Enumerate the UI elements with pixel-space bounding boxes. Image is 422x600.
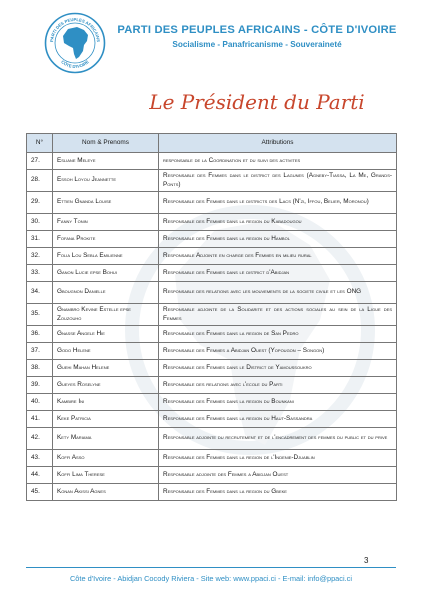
table-row [27,360,397,377]
member-attribution: Responsable des Femmes dans la region de l'Indenie-Djuablin [159,450,397,467]
org-motto: Socialisme - Panafricanisme - Souveraineté [172,40,342,49]
member-attribution: Responsable des Femmes dans la region du Hambol [159,231,397,248]
member-attribution: Responsable des relations avec l'ecole du Parti [159,377,397,394]
table-row [27,394,397,411]
column-header-attributions: Attributions [159,134,397,153]
footer-contact: Côte d'Ivoire - Abidjan Cocody Riviera - Site web: www.ppaci.ci - E-mail: info@ppaci.ci [69,574,353,583]
member-attribution: Responsable des Femmes dans le district d'Abidjan [159,265,397,282]
member-name: Koffi Asso [53,450,159,467]
member-name: Essoh Loyou Jeannette [53,170,159,192]
table-row [27,450,397,467]
table-row [27,343,397,360]
member-name: Kambire Ini [53,394,159,411]
signature-line: Le Président du Parti [149,90,365,114]
row-number: 27. [27,153,53,170]
table-row [27,326,397,343]
row-number: 44. [27,467,53,484]
row-number: 35. [27,304,53,326]
member-attribution: Responsable des Femmes dans la region du Kabadougou [159,214,397,231]
table-row [27,248,397,265]
row-number: 28. [27,170,53,192]
row-number: 31. [27,231,53,248]
table-row [27,484,397,501]
member-attribution: Responsable des Femmes a Abidjan Ouest (Yopougon – Songon) [159,343,397,360]
row-number: 45. [27,484,53,501]
member-attribution: Responsable des Femmes dans le district des Lagunes (Agneby-Tiassa, La Me, Grands-Ponts) [159,170,397,192]
svg-text:PARTI DES PEUPLES AFRICAINS: PARTI DES PEUPLES AFRICAINS [49,16,102,43]
page-number: 3 [364,556,369,565]
member-name: Konan Akissi Agnes [53,484,159,501]
member-attribution: Responsable adjointe de la Solidarite et des actions sociales au sein de la Ligue des Femmes [159,304,397,326]
table-row [27,304,397,326]
row-number: 43. [27,450,53,467]
africa-map-icon [63,27,88,59]
member-attribution: Responsable des Femmes dans la region de San Pedro [159,326,397,343]
member-name: Fofana Prokite [53,231,159,248]
member-name: Gnambro Kevine Estelle epse Zouzouho [53,304,159,326]
row-number: 38. [27,360,53,377]
member-attribution: Responsable des Femmes dans le District de Yamoussoukro [159,360,397,377]
member-name: Ganon Lucie epse Bohui [53,265,159,282]
row-number: 41. [27,411,53,428]
table-row [27,428,397,450]
member-name: Godo Helene [53,343,159,360]
member-name: Guehi Mahan Helene [53,360,159,377]
member-attribution: Responsable des Femmes dans la region du Haut-Sassandra [159,411,397,428]
row-number: 37. [27,343,53,360]
table-row [27,467,397,484]
row-number: 32. [27,248,53,265]
column-header-name: Nom & Prenoms [53,134,159,153]
member-name: Gnasse Angele Hie [53,326,159,343]
member-name: Fanny Tonin [53,214,159,231]
member-name: Keke Patricia [53,411,159,428]
party-logo [44,12,106,74]
member-name: Folia Lou Sebla Emilienne [53,248,159,265]
member-name: Kety Mariama [53,428,159,450]
row-number: 39. [27,377,53,394]
member-name: Gbougnon Danielle [53,282,159,304]
row-number: 30. [27,214,53,231]
footer-divider [26,567,396,568]
member-attribution: Responsable Adjointe en charge des Femmes en milieu rural [159,248,397,265]
column-header-number: N° [27,134,53,153]
table-row [27,282,397,304]
member-attribution: Responsable adjointe des Femmes a Abidjan Ouest [159,467,397,484]
row-number: 34. [27,282,53,304]
member-name: Gueyes Roselyne [53,377,159,394]
table-row [27,153,397,170]
row-number: 42. [27,428,53,450]
table-row [27,192,397,214]
row-number: 36. [27,326,53,343]
member-attribution: Responsable des Femmes dans la region du Bounkani [159,394,397,411]
table-row [27,214,397,231]
table-row [27,170,397,192]
table-row [27,377,397,394]
row-number: 40. [27,394,53,411]
member-name: Koffi Lima Therese [53,467,159,484]
member-attribution: responsable de la Coordination et du suivi des activites [159,153,397,170]
table-header-row [27,134,397,153]
member-attribution: Responsable adjointe du recrutement et de l'encadrement des femmes du public et du prive [159,428,397,450]
member-attribution: Responsable des Femmes dans le districts des Lacs (N'zi, Iffou, Belier, Moronou) [159,192,397,214]
org-name: PARTI DES PEUPLES AFRICAINS - CÔTE D'IVOIRE [117,24,397,36]
table-row [27,265,397,282]
member-name: Esliane Meleye [53,153,159,170]
table-row [27,231,397,248]
member-attribution: Responsable des relations avec les mouvements de la societe civile et les ONG [159,282,397,304]
members-table [26,133,397,501]
member-attribution: Responsable des Femmes dans la region du Gbeke [159,484,397,501]
member-name: Ettien Gnanda Louise [53,192,159,214]
row-number: 29. [27,192,53,214]
svg-text:CÔTE D'IVOIRE: CÔTE D'IVOIRE [60,59,90,70]
row-number: 33. [27,265,53,282]
table-row [27,411,397,428]
